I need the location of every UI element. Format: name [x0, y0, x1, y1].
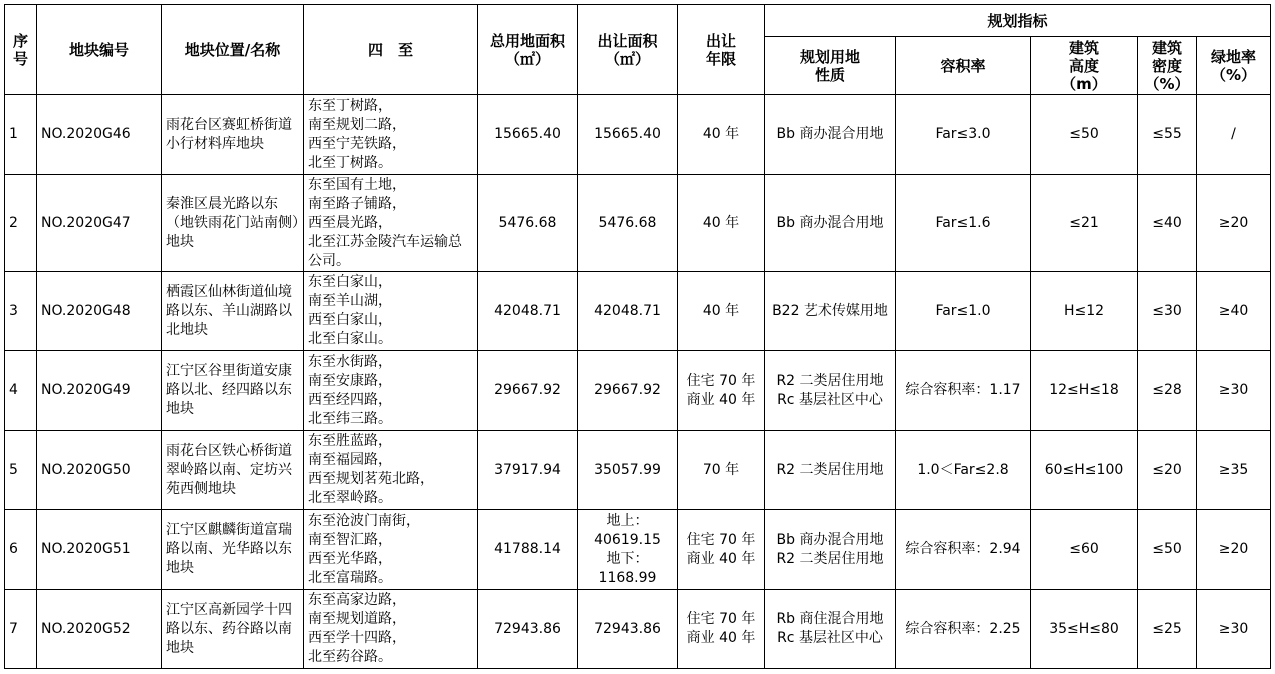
cell-height: ≤21 [1031, 175, 1138, 272]
cell-green: ≥35 [1197, 431, 1271, 510]
cell-density: ≤20 [1138, 431, 1197, 510]
cell-land-use: R2 二类居住用地 Rc 基层社区中心 [765, 351, 896, 431]
cell-parcel-no: NO.2020G51 [37, 510, 162, 590]
cell-location: 江宁区高新园学十四路以东、药谷路以南地块 [162, 590, 304, 669]
cell-parcel-no: NO.2020G48 [37, 272, 162, 351]
cell-total-area: 15665.40 [478, 95, 578, 175]
header-term: 出让 年限 [678, 5, 765, 95]
cell-term: 40 年 [678, 95, 765, 175]
header-seq: 序 号 [5, 5, 37, 95]
table-row [5, 272, 1271, 351]
cell-seq: 3 [5, 272, 37, 351]
cell-location: 秦淮区晨光路以东（地铁雨花门站南侧）地块 [162, 175, 304, 272]
cell-transfer-area: 35057.99 [578, 431, 678, 510]
cell-boundaries: 东至沧波门南街， 南至智汇路， 西至光华路， 北至富瑞路。 [304, 510, 478, 590]
cell-total-area: 42048.71 [478, 272, 578, 351]
cell-seq: 1 [5, 95, 37, 175]
cell-green: ≥20 [1197, 175, 1271, 272]
cell-green: ≥30 [1197, 590, 1271, 669]
cell-boundaries: 东至丁树路， 南至规划二路， 西至宁芜铁路， 北至丁树路。 [304, 95, 478, 175]
cell-green: ≥20 [1197, 510, 1271, 590]
table-row [5, 431, 1271, 510]
cell-total-area: 72943.86 [478, 590, 578, 669]
cell-height: 12≤H≤18 [1031, 351, 1138, 431]
cell-total-area: 5476.68 [478, 175, 578, 272]
cell-density: ≤25 [1138, 590, 1197, 669]
cell-parcel-no: NO.2020G50 [37, 431, 162, 510]
cell-transfer-area: 42048.71 [578, 272, 678, 351]
header-far: 容积率 [896, 37, 1031, 95]
cell-density: ≤28 [1138, 351, 1197, 431]
cell-height: 60≤H≤100 [1031, 431, 1138, 510]
cell-transfer-area: 72943.86 [578, 590, 678, 669]
cell-land-use: Bb 商办混合用地 [765, 95, 896, 175]
cell-location: 江宁区谷里街道安康路以北、经四路以东地块 [162, 351, 304, 431]
cell-total-area: 37917.94 [478, 431, 578, 510]
header-boundaries: 四 至 [304, 5, 478, 95]
cell-land-use: B22 艺术传媒用地 [765, 272, 896, 351]
cell-height: ≤50 [1031, 95, 1138, 175]
cell-parcel-no: NO.2020G52 [37, 590, 162, 669]
cell-parcel-no: NO.2020G47 [37, 175, 162, 272]
cell-land-use: R2 二类居住用地 [765, 431, 896, 510]
cell-transfer-area: 29667.92 [578, 351, 678, 431]
table-row [5, 175, 1271, 272]
cell-seq: 7 [5, 590, 37, 669]
cell-density: ≤50 [1138, 510, 1197, 590]
cell-term: 40 年 [678, 175, 765, 272]
header-total-area: 总用地面积 （㎡） [478, 5, 578, 95]
cell-term: 40 年 [678, 272, 765, 351]
header-density: 建筑 密度 （%） [1138, 37, 1197, 95]
cell-seq: 5 [5, 431, 37, 510]
cell-location: 栖霞区仙林街道仙境路以东、羊山湖路以北地块 [162, 272, 304, 351]
cell-term: 住宅 70 年 商业 40 年 [678, 510, 765, 590]
cell-term: 住宅 70 年 商业 40 年 [678, 590, 765, 669]
cell-density: ≤40 [1138, 175, 1197, 272]
cell-term: 住宅 70 年 商业 40 年 [678, 351, 765, 431]
table-row [5, 95, 1271, 175]
cell-boundaries: 东至高家边路， 南至规划道路， 西至学十四路， 北至药谷路。 [304, 590, 478, 669]
cell-land-use: Rb 商住混合用地 Rc 基层社区中心 [765, 590, 896, 669]
header-green: 绿地率 （%） [1197, 37, 1271, 95]
cell-parcel-no: NO.2020G46 [37, 95, 162, 175]
cell-green: / [1197, 95, 1271, 175]
table-row [5, 510, 1271, 590]
cell-location: 雨花台区铁心桥街道翠岭路以南、定坊兴苑西侧地块 [162, 431, 304, 510]
header-parcel-no: 地块编号 [37, 5, 162, 95]
cell-total-area: 29667.92 [478, 351, 578, 431]
cell-boundaries: 东至水街路， 南至安康路， 西至经四路， 北至纬三路。 [304, 351, 478, 431]
cell-far: Far≤1.6 [896, 175, 1031, 272]
cell-far: 综合容积率：2.25 [896, 590, 1031, 669]
cell-seq: 2 [5, 175, 37, 272]
header-location: 地块位置/名称 [162, 5, 304, 95]
cell-density: ≤55 [1138, 95, 1197, 175]
table-row [5, 351, 1271, 431]
table-row [5, 590, 1271, 669]
cell-boundaries: 东至胜蓝路， 南至福园路， 西至规划茗苑北路， 北至翠岭路。 [304, 431, 478, 510]
cell-transfer-area: 5476.68 [578, 175, 678, 272]
cell-far: 1.0＜Far≤2.8 [896, 431, 1031, 510]
cell-boundaries: 东至白家山， 南至羊山湖， 西至白家山， 北至白家山。 [304, 272, 478, 351]
cell-height: 35≤H≤80 [1031, 590, 1138, 669]
cell-seq: 4 [5, 351, 37, 431]
cell-far: 综合容积率：2.94 [896, 510, 1031, 590]
cell-land-use: Bb 商办混合用地 [765, 175, 896, 272]
cell-density: ≤30 [1138, 272, 1197, 351]
cell-parcel-no: NO.2020G49 [37, 351, 162, 431]
cell-seq: 6 [5, 510, 37, 590]
header-planning: 规划指标 [765, 5, 1271, 37]
header-transfer-area: 出让面积 （㎡） [578, 5, 678, 95]
cell-far: Far≤1.0 [896, 272, 1031, 351]
cell-far: 综合容积率：1.17 [896, 351, 1031, 431]
cell-height: ≤60 [1031, 510, 1138, 590]
header-height: 建筑 高度 （m） [1031, 37, 1138, 95]
land-parcel-table [4, 4, 1271, 669]
cell-term: 70 年 [678, 431, 765, 510]
cell-far: Far≤3.0 [896, 95, 1031, 175]
cell-height: H≤12 [1031, 272, 1138, 351]
cell-green: ≥30 [1197, 351, 1271, 431]
cell-green: ≥40 [1197, 272, 1271, 351]
cell-total-area: 41788.14 [478, 510, 578, 590]
cell-transfer-area: 15665.40 [578, 95, 678, 175]
cell-location: 江宁区麒麟街道富瑞路以南、光华路以东地块 [162, 510, 304, 590]
cell-boundaries: 东至国有土地， 南至路子铺路， 西至晨光路， 北至江苏金陵汽车运输总公司。 [304, 175, 478, 272]
header-land-use: 规划用地 性质 [765, 37, 896, 95]
cell-transfer-area: 地上： 40619.15 地下： 1168.99 [578, 510, 678, 590]
cell-land-use: Bb 商办混合用地 R2 二类居住用地 [765, 510, 896, 590]
cell-location: 雨花台区赛虹桥街道小行材料库地块 [162, 95, 304, 175]
